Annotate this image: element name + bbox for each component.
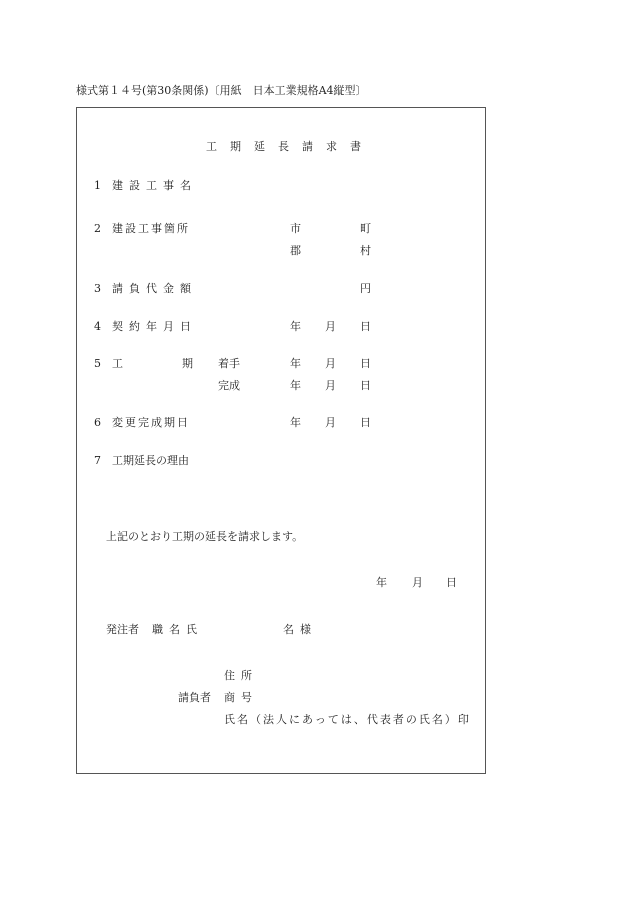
item-1-number: 1 bbox=[94, 179, 101, 192]
yen-label: 円 bbox=[360, 282, 371, 295]
item-4-number: 4 bbox=[94, 320, 101, 333]
request-year-label: 年 bbox=[376, 576, 387, 589]
start-label: 着手 bbox=[218, 357, 240, 370]
contractor-trade-name-label: 商号 bbox=[224, 691, 258, 704]
new-month-label: 月 bbox=[325, 416, 336, 429]
form-frame bbox=[76, 107, 486, 774]
completion-day-label: 日 bbox=[360, 379, 371, 392]
contract-year-label: 年 bbox=[290, 320, 301, 333]
new-day-label: 日 bbox=[360, 416, 371, 429]
item-3-label: 請負代金額 bbox=[112, 282, 197, 295]
item-5-label-b: 期 bbox=[182, 357, 193, 370]
county-label: 郡 bbox=[290, 244, 301, 257]
request-statement: 上記のとおり工期の延長を請求します。 bbox=[106, 530, 304, 543]
item-5-number: 5 bbox=[94, 357, 101, 370]
item-6-label: 変更完成期日 bbox=[112, 416, 190, 429]
item-5-label-a: 工 bbox=[112, 357, 123, 370]
contract-month-label: 月 bbox=[325, 320, 336, 333]
completion-label: 完成 bbox=[218, 379, 240, 392]
form-title: 工期延長請求書 bbox=[206, 140, 374, 153]
contractor-name-label: 氏名（法人にあっては、代表者の氏名）印 bbox=[224, 713, 471, 726]
contractor-address-label: 住所 bbox=[224, 669, 258, 682]
contract-day-label: 日 bbox=[360, 320, 371, 333]
orderer-title-label: 職名氏 bbox=[152, 623, 203, 636]
orderer-label: 発注者 bbox=[106, 623, 139, 636]
request-month-label: 月 bbox=[412, 576, 423, 589]
item-2-number: 2 bbox=[94, 222, 101, 235]
item-7-number: 7 bbox=[94, 454, 101, 467]
orderer-name-suffix: 名様 bbox=[283, 623, 317, 636]
completion-month-label: 月 bbox=[325, 379, 336, 392]
item-4-label: 契約年月日 bbox=[112, 320, 197, 333]
item-7-label: 工期延長の理由 bbox=[112, 454, 189, 467]
form-number-label: 様式第１４号(第30条関係)〔用紙 日本工業規格A4縦型〕 bbox=[76, 84, 367, 97]
start-day-label: 日 bbox=[360, 357, 371, 370]
completion-year-label: 年 bbox=[290, 379, 301, 392]
new-year-label: 年 bbox=[290, 416, 301, 429]
item-1-label: 建設工事名 bbox=[112, 179, 197, 192]
request-day-label: 日 bbox=[446, 576, 457, 589]
city-label: 市 bbox=[290, 222, 301, 235]
village-label: 村 bbox=[360, 244, 371, 257]
item-3-number: 3 bbox=[94, 282, 101, 295]
item-6-number: 6 bbox=[94, 416, 101, 429]
item-2-label: 建設工事箇所 bbox=[112, 222, 190, 235]
town-label: 町 bbox=[360, 222, 371, 235]
start-year-label: 年 bbox=[290, 357, 301, 370]
contractor-label: 請負者 bbox=[178, 691, 211, 704]
start-month-label: 月 bbox=[325, 357, 336, 370]
